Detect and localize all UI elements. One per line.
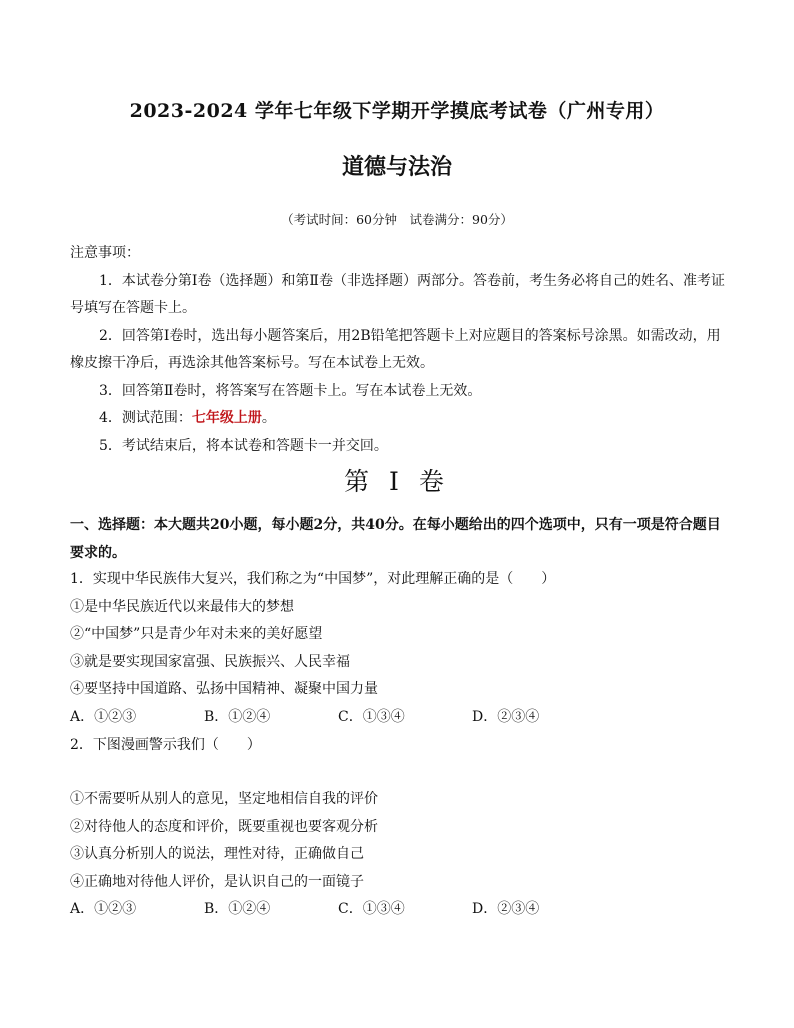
question-2 (70, 786, 730, 924)
question-stem: 2．下图漫画警示我们（ ） (70, 737, 261, 753)
statement: ③就是要实现国家富强、民族振兴、人民幸福 (70, 653, 350, 670)
part-title: 第 I 卷 (344, 467, 450, 496)
answer-options (70, 896, 730, 924)
statement: ①不需要听从别人的意见，坚定地相信自我的评价 (70, 791, 378, 807)
note-item-2: 2．回答第Ⅰ卷时，选出每小题答案后，用2B铅笔把答题卡上对应题目的答案标号涂黑。如需改动，用橡皮擦干净后，再选涂其他答案标号。写在本试卷上无效。 (70, 327, 721, 371)
answer-options (70, 704, 730, 732)
option-b[interactable]: B．①②④ (204, 708, 271, 725)
statement: ②对待他人的态度和评价，既要重视也要客观分析 (70, 818, 378, 835)
statement: ③认真分析别人的说法，理性对待，正确做自己 (70, 846, 364, 862)
statement: ②“中国梦”只是青少年对未来的美好愿望 (70, 626, 323, 642)
note-item-3: 3．回答第Ⅱ卷时，将答案写在答题卡上。写在本试卷上无效。 (99, 382, 482, 399)
statement: ④正确地对待他人评价，是认识自己的一面镜子 (70, 873, 364, 890)
exam-title: 2023-2024 学年七年级下学期开学摸底考试卷（广州专用） (129, 100, 665, 122)
notes-heading: 注意事项： (70, 245, 140, 261)
question-2-stem-block (70, 732, 730, 760)
option-b[interactable]: B．①②④ (204, 901, 271, 917)
statement: ①是中华民族近代以来最伟大的梦想 (70, 598, 294, 615)
statement: ④要坚持中国道路、弘扬中国精神、凝聚中国力量 (70, 681, 378, 697)
note-item-4 (70, 405, 730, 433)
option-d[interactable]: D．②③④ (472, 901, 540, 917)
subject-title: 道德与法治 (341, 154, 452, 180)
option-a[interactable]: A．①②③ (70, 708, 137, 725)
note-item-1: 1．本试卷分第Ⅰ卷（选择题）和第Ⅱ卷（非选择题）两部分。答卷前，考生务必将自己的姓名、准考证号填写在答题卡上。 (70, 272, 725, 316)
option-d[interactable]: D．②③④ (472, 708, 540, 725)
test-scope-highlight: 七年级上册 (191, 410, 262, 426)
note-item-5: 5．考试结束后，将本试卷和答题卡一并交回。 (99, 437, 388, 454)
notes-block (70, 240, 730, 460)
question-stem: 1．实现中华民族伟大复兴，我们称之为“中国梦”，对此理解正确的是（ ） (70, 571, 556, 587)
question-1 (70, 566, 730, 731)
option-a[interactable]: A．①②③ (70, 901, 137, 917)
note-item-4-prefix: 4．测试范围： (99, 410, 192, 426)
option-c[interactable]: C．①③④ (338, 901, 405, 917)
exam-info: （考试时间：60分钟 试卷满分：90分） (281, 212, 513, 227)
section-heading: 一、选择题：本大题共20小题，每小题2分，共40分。在每小题给出的四个选项中，只有一项是符合题目要求的。 (70, 517, 721, 561)
option-c[interactable]: C．①③④ (338, 708, 405, 725)
note-item-4-suffix: 。 (261, 410, 276, 426)
